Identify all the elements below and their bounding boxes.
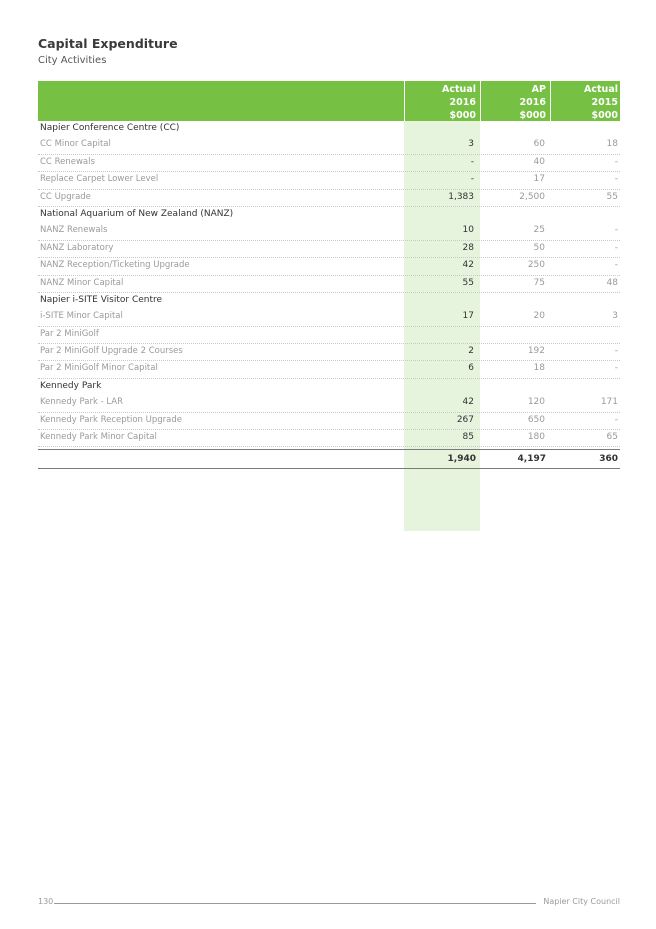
- cell-actual-2015: -: [614, 346, 618, 357]
- table-row: [38, 395, 620, 412]
- cell-ap-2016: 75: [533, 277, 545, 288]
- total-actual-2015: 360: [599, 454, 618, 464]
- table-row: [38, 190, 620, 207]
- cell-actual-2015: 171: [600, 397, 618, 408]
- table-row: [38, 327, 620, 344]
- row-label: NANZ Reception/Ticketing Upgrade: [40, 260, 190, 271]
- column-header-actual-2015: Actual 2015 $000: [584, 84, 618, 121]
- row-label: NANZ Renewals: [40, 225, 108, 236]
- cell-ap-2016: 192: [527, 346, 545, 357]
- page-footer: [38, 897, 620, 909]
- table-row: [38, 258, 620, 275]
- totals-row: [38, 449, 620, 469]
- section-heading-row: [38, 293, 620, 309]
- total-ap-2016: 4,197: [517, 454, 546, 464]
- cell-ap-2016: 20: [533, 311, 545, 322]
- cell-actual-2015: 55: [606, 191, 618, 202]
- section-heading: Kennedy Park: [40, 380, 102, 391]
- cell-actual-2015: -: [614, 363, 618, 374]
- table-row: [38, 309, 620, 326]
- page-subtitle: City Activities: [38, 55, 107, 66]
- column-header-ap-2016: AP 2016 $000: [519, 84, 546, 121]
- cell-actual-2016: -: [470, 156, 474, 167]
- table-row: [38, 344, 620, 361]
- cell-actual-2016: 2: [468, 346, 474, 357]
- table-row: [38, 155, 620, 172]
- total-actual-2016: 1,940: [447, 454, 476, 464]
- section-heading-row: [38, 121, 620, 137]
- row-label: CC Renewals: [40, 156, 95, 167]
- cell-ap-2016: 40: [533, 156, 545, 167]
- cell-ap-2016: 180: [527, 432, 545, 443]
- section-heading-row: [38, 379, 620, 395]
- footer-rule: [54, 903, 536, 904]
- cell-actual-2016: -: [470, 174, 474, 185]
- section-heading: National Aquarium of New Zealand (NANZ): [40, 208, 234, 219]
- table-row: [38, 430, 620, 447]
- cell-actual-2015: -: [614, 242, 618, 253]
- cell-ap-2016: 250: [527, 260, 545, 271]
- cell-actual-2016: 85: [462, 432, 474, 443]
- cell-ap-2016: 60: [533, 139, 545, 150]
- table-row: [38, 172, 620, 189]
- organization-name: Napier City Council: [543, 897, 620, 906]
- row-label: Par 2 MiniGolf: [40, 328, 99, 339]
- table-body: [38, 121, 620, 447]
- table-row: [38, 241, 620, 258]
- row-label: Kennedy Park Minor Capital: [40, 432, 157, 443]
- cell-actual-2015: -: [614, 414, 618, 425]
- cell-ap-2016: 50: [533, 242, 545, 253]
- cell-actual-2015: 18: [606, 139, 618, 150]
- section-heading-row: [38, 207, 620, 223]
- cell-actual-2016: 28: [462, 242, 474, 253]
- capex-table: [38, 81, 620, 464]
- cell-actual-2016: 17: [462, 311, 474, 322]
- cell-ap-2016: 25: [533, 225, 545, 236]
- section-heading: Napier i-SITE Visitor Centre: [40, 294, 163, 305]
- row-label: i-SITE Minor Capital: [40, 311, 123, 322]
- cell-actual-2015: 48: [606, 277, 618, 288]
- section-heading: Napier Conference Centre (CC): [40, 123, 180, 133]
- cell-ap-2016: 120: [527, 397, 545, 408]
- table-header: [38, 81, 620, 121]
- row-label: CC Upgrade: [40, 191, 91, 202]
- cell-actual-2016: 42: [462, 260, 474, 271]
- cell-actual-2016: 55: [462, 277, 474, 288]
- row-label: Replace Carpet Lower Level: [40, 174, 159, 185]
- row-label: NANZ Minor Capital: [40, 277, 124, 288]
- row-label: NANZ Laboratory: [40, 242, 114, 253]
- cell-actual-2015: 65: [606, 432, 618, 443]
- row-label: Kennedy Park - LAR: [40, 397, 124, 408]
- row-label: Par 2 MiniGolf Minor Capital: [40, 363, 158, 374]
- page-title: Capital Expenditure: [38, 36, 178, 51]
- page-number: 130: [38, 897, 54, 906]
- cell-actual-2015: -: [614, 260, 618, 271]
- cell-actual-2015: -: [614, 156, 618, 167]
- cell-ap-2016: 17: [533, 174, 545, 185]
- cell-actual-2016: 1,383: [448, 191, 474, 202]
- cell-actual-2016: 10: [462, 225, 474, 236]
- table-row: [38, 137, 620, 154]
- table-row: [38, 223, 620, 240]
- cell-actual-2015: -: [614, 225, 618, 236]
- cell-actual-2015: 3: [612, 311, 618, 322]
- column-header-actual-2016: Actual 2016 $000: [442, 84, 476, 121]
- cell-ap-2016: 18: [533, 363, 545, 374]
- table-row: [38, 413, 620, 430]
- cell-ap-2016: 650: [527, 414, 545, 425]
- cell-ap-2016: 2,500: [519, 191, 545, 202]
- row-label: Kennedy Park Reception Upgrade: [40, 414, 182, 425]
- row-label: Par 2 MiniGolf Upgrade 2 Courses: [40, 346, 183, 357]
- cell-actual-2015: -: [614, 174, 618, 185]
- cell-actual-2016: 3: [468, 139, 474, 150]
- table-row: [38, 276, 620, 293]
- cell-actual-2016: 6: [468, 363, 474, 374]
- row-label: CC Minor Capital: [40, 139, 111, 150]
- table-row: [38, 361, 620, 378]
- cell-actual-2016: 267: [456, 414, 474, 425]
- cell-actual-2016: 42: [462, 397, 474, 408]
